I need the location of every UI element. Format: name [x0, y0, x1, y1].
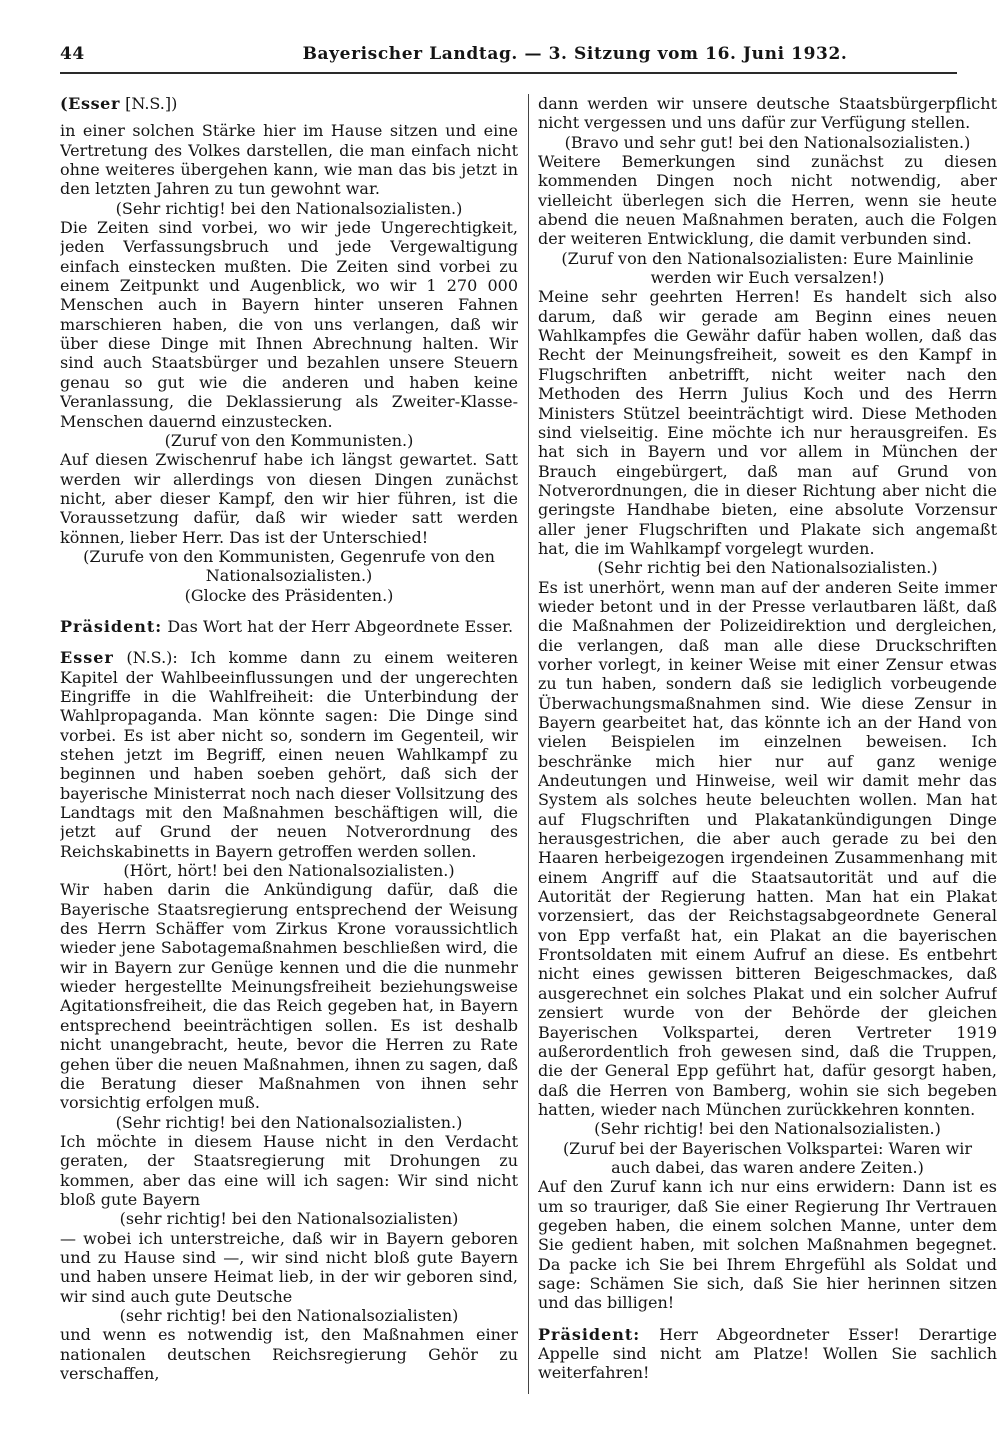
- paragraph: — wobei ich unterstreiche, daß wir in Bayern geboren und zu Hause sind —, wir sind nicht bloß gute Bayern und haben unsere Heimat lieb, in der wir geboren sind, wir sind auch gute Deutsche: [60, 1228, 518, 1306]
- interjection: (sehr richtig! bei den Nationalsozialisten): [119, 1305, 459, 1325]
- paragraph: in einer solchen Stärke hier im Hause sitzen und eine Vertretung des Volkes darstellen, die man einfach nicht ohne weiteres übergehen kann, wie man das bis jetzt in den letzten Jahren zu tun gewohnt war.: [60, 121, 518, 199]
- paragraph: Es ist unerhört, wenn man auf der anderen Seite immer wieder betont und in der Presse verlautbaren läßt, daß die Maßnahmen der Polizeidirektion und dergleichen, die verlangen, daß man alle diese Druckschriften vorher vorlegt, in keiner Weise mit einer Zensur etwas zu tun haben, sondern daß sie lediglich vorbeugende Überwachungsmaßnahmen sind. Wie diese Zensur in Bayern gearbeitet hat, das könnte ich an der Hand von vielen Beispielen im einzelnen beweisen. Ich beschränke mich hier nur auf ganz wenige Andeutungen und Hinweise, weil wir damit mehr das System als solches heute beleuchten wollen. Man hat auf Flugschriften und Plakatankündigungen Dinge herausgestrichen, die aber auch gerade zu bei den Haaren herbeigezogen irgendeinen Zusammenhang mit einem Angriff auf die Staatsautorität und auf die Autorität der Regierung hatten. Man hat ein Plakat vorzensiert, das der Reichstagsabgeordnete General von Epp verfaßt hat, ein Plakat an die bayerischen Frontsoldaten mit einem Aufruf an diese. Es entbehrt nicht eines gewissen bitteren Beigeschmackes, daß ausgerechnet ein solches Plakat und ein solcher Aufruf zensiert wurde von der Behörde der gleichen Bayerischen Volkspartei, deren Vertreter 1919 außerordentlich froh gewesen sind, daß die Truppen, die der General Epp geführt hat, dafür gesorgt haben, daß die Herren von Bamberg, wohin sie sich begeben hatten, wieder nach München zurückkehren konnten.: [538, 577, 997, 1119]
- interjection: (Zuruf bei der Bayerischen Volkspartei: Waren wir auch dabei, das waren andere Zeiten.): [562, 1138, 973, 1177]
- continued-speaker-heading: [60, 94, 518, 113]
- paragraph: Meine sehr geehrten Herren! Es handelt sich also darum, daß wir gerade am Beginn eines neuen Wahlkampfes die Gewähr dafür haben wollen, daß das Recht der Meinungsfreiheit, soweit es den Kampf in Flugschriften anbetrifft, nicht weiter nach den Methoden des Herrn Julius Koch und des Herrn Ministers Stützel beeinträchtigt wird. Diese Methoden sind vielseitig. Eine möchte ich nur herausgreifen. Es hat sich in Bayern und vor allem in München der Brauch eingebürgert, daß man auf Grund von Notverordnungen, die in dieser Richtung aber nicht die geringste Handhabe bieten, eine absolute Vorzensur aller jener Flugschriften und Plakate sich angemaßt hat, die im Wahlkampf vorgelegt wurden.: [538, 287, 997, 558]
- president-remark: [60, 617, 518, 636]
- paragraph: Die Zeiten sind vorbei, wo wir jede Ungerechtigkeit, jeden Verfassungsbruch und jede Vergewaltigung einfach einstecken mußten. Die Zeiten sind vorbei zu einem Zeitpunkt und Augenblick, wo wir 1 270 000 Menschen auch in Bayern hinter unseren Fahnen marschieren haben, die von uns verlangen, daß wir über diese Dinge mit Ihnen Abrechnung halten. Wir sind auch Staatsbürger und bezahlen unsere Steuern genau so gut wie die anderen und haben keine Veranlassung, die Deklassierung als Zweiter-Klasse-Menschen dauernd einzustecken.: [60, 218, 518, 431]
- interjection: (Sehr richtig! bei den Nationalsozialisten.): [115, 1112, 463, 1132]
- remark-text: Das Wort hat der Herr Abgeordnete Esser.: [167, 616, 514, 636]
- interjection: (Zuruf von den Kommunisten.): [164, 430, 414, 450]
- speaker-name: (Esser: [60, 94, 120, 113]
- speaker-name: Präsident:: [60, 616, 163, 636]
- speaker-party: [N.S.]): [125, 94, 178, 113]
- running-header: Bayerischer Landtag. — 3. Sitzung vom 16. Juni 1932.: [302, 44, 848, 64]
- paragraph: Wir haben darin die Ankündigung dafür, daß die Bayerische Staatsregierung entsprechend der Weisung des Herrn Schäffer vom Zirkus Krone voraussichtlich wieder jene Sabotagemaßnahmen beschließen wird, die wir in Bayern zur Genüge kennen und die die nunmehr wieder hergestellte Meinungsfreiheit beziehungsweise Agitationsfreiheit, die das Reich gegeben hat, in Bayern entsprechend beeinträchtigen sollen. Es ist deshalb nicht unangebracht, heute, bevor die Herren zu Rate gehen über die neuen Maßnahmen, ihnen zu sagen, daß die Beratung dieser Maßnahmen von ihnen sehr vorsichtig erfolgen muß.: [60, 880, 518, 1113]
- paragraph: Ich möchte in diesem Hause nicht in den Verdacht geraten, der Staatsregierung mit Drohungen zu kommen, aber das eine will ich sagen: Wir sind nicht bloß gute Bayern: [60, 1131, 518, 1209]
- paragraph: und wenn es notwendig ist, den Maßnahmen einer nationalen deutschen Reichsregierung Gehör zu verschaffen,: [60, 1325, 518, 1383]
- remark-text: Herr Abgeordneter Esser! Derartige Appelle sind nicht am Platze! Wollen Sie sachlich weiterfahren!: [538, 1324, 997, 1383]
- interjection: (Sehr richtig! bei den Nationalsozialisten.): [115, 198, 463, 218]
- interjection: (Hört, hört! bei den Nationalsozialisten.): [123, 861, 455, 881]
- interjection: (Zurufe von den Kommunisten, Gegenrufe von den Nationalsozialisten.): [83, 546, 495, 586]
- interjection: (Sehr richtig bei den Nationalsozialisten.): [597, 558, 938, 578]
- interjection: (Bravo und sehr gut! bei den Nationalsozialisten.): [564, 132, 971, 152]
- paragraph: Weitere Bemerkungen sind zunächst zu diesen kommenden Dingen noch nicht notwendig, aber vielleicht überlegen sich die Herren, wenn sie heute abend die neuen Maßnahmen beraten, auch die Folgen der weiteren Entwicklung, die damit verbunden sind.: [538, 152, 997, 249]
- interjection: (Sehr richtig! bei den Nationalsozialisten.): [594, 1119, 941, 1139]
- president-remark: [538, 1325, 997, 1383]
- paragraph: Auf den Zuruf kann ich nur eins erwidern: Dann ist es um so trauriger, daß Sie einer Regierung Ihr Vertrauen gegeben haben, die einem solchen Manne, unter dem Sie gedient haben, mit solchen Maßnahmen begegnet. Da packe ich Sie bei Ihrem Ehrgefühl als Soldat und sage: Schämen Sie sich, daß Sie hier herinnen sitzen und das billigen!: [538, 1177, 997, 1313]
- right-column: [538, 94, 997, 1396]
- interjection: (Glocke des Präsidenten.): [184, 585, 394, 605]
- header-rule: [60, 72, 957, 74]
- paragraph: Auf diesen Zwischenruf habe ich längst gewartet. Satt werden wir allerdings von diesen Dingen zunächst nicht, aber dieser Kampf, den wir hier führen, ist die Voraussetzung dafür, daß wir wieder satt werden können, lieber Herr. Das ist der Unterschied!: [60, 450, 518, 547]
- left-column: [60, 94, 518, 1396]
- paragraph: dann werden wir unsere deutsche Staatsbürgerpflicht nicht vergessen und uns dafür zur Verfügung stellen.: [538, 94, 997, 133]
- column-divider: [528, 94, 529, 1394]
- page-number: 44: [60, 44, 85, 64]
- speaker-name: Esser: [60, 648, 114, 668]
- interjection: (Zuruf von den Nationalsozialisten: Eure Mainlinie werden wir Euch versalzen!): [561, 248, 974, 288]
- speech-start: [60, 648, 518, 861]
- speaker-name: Präsident:: [538, 1324, 641, 1344]
- interjection: (sehr richtig! bei den Nationalsozialisten): [119, 1209, 459, 1229]
- speech-text: (N.S.): Ich komme dann zu einem weiteren Kapitel der Wahlbeeinflussungen und der ungerechten Eingriffe in die Wahlfreiheit: die Unterbindung der Wahlpropaganda. Man könnte sagen: Die Dinge sind vorbei. Es ist aber nicht so, sondern im Gegenteil, wir stehen jetzt im Begriff, einen neuen Wahlkampf zu beginnen und haben soeben gehört, daß sich der bayerische Ministerrat noch nach dieser Vollsitzung des Landtags mit den Maßnahmen beschäftigen will, die jetzt auf Grund der neuen Notverordnung des Reichskabinetts in Bayern getroffen werden sollen.: [60, 648, 518, 861]
